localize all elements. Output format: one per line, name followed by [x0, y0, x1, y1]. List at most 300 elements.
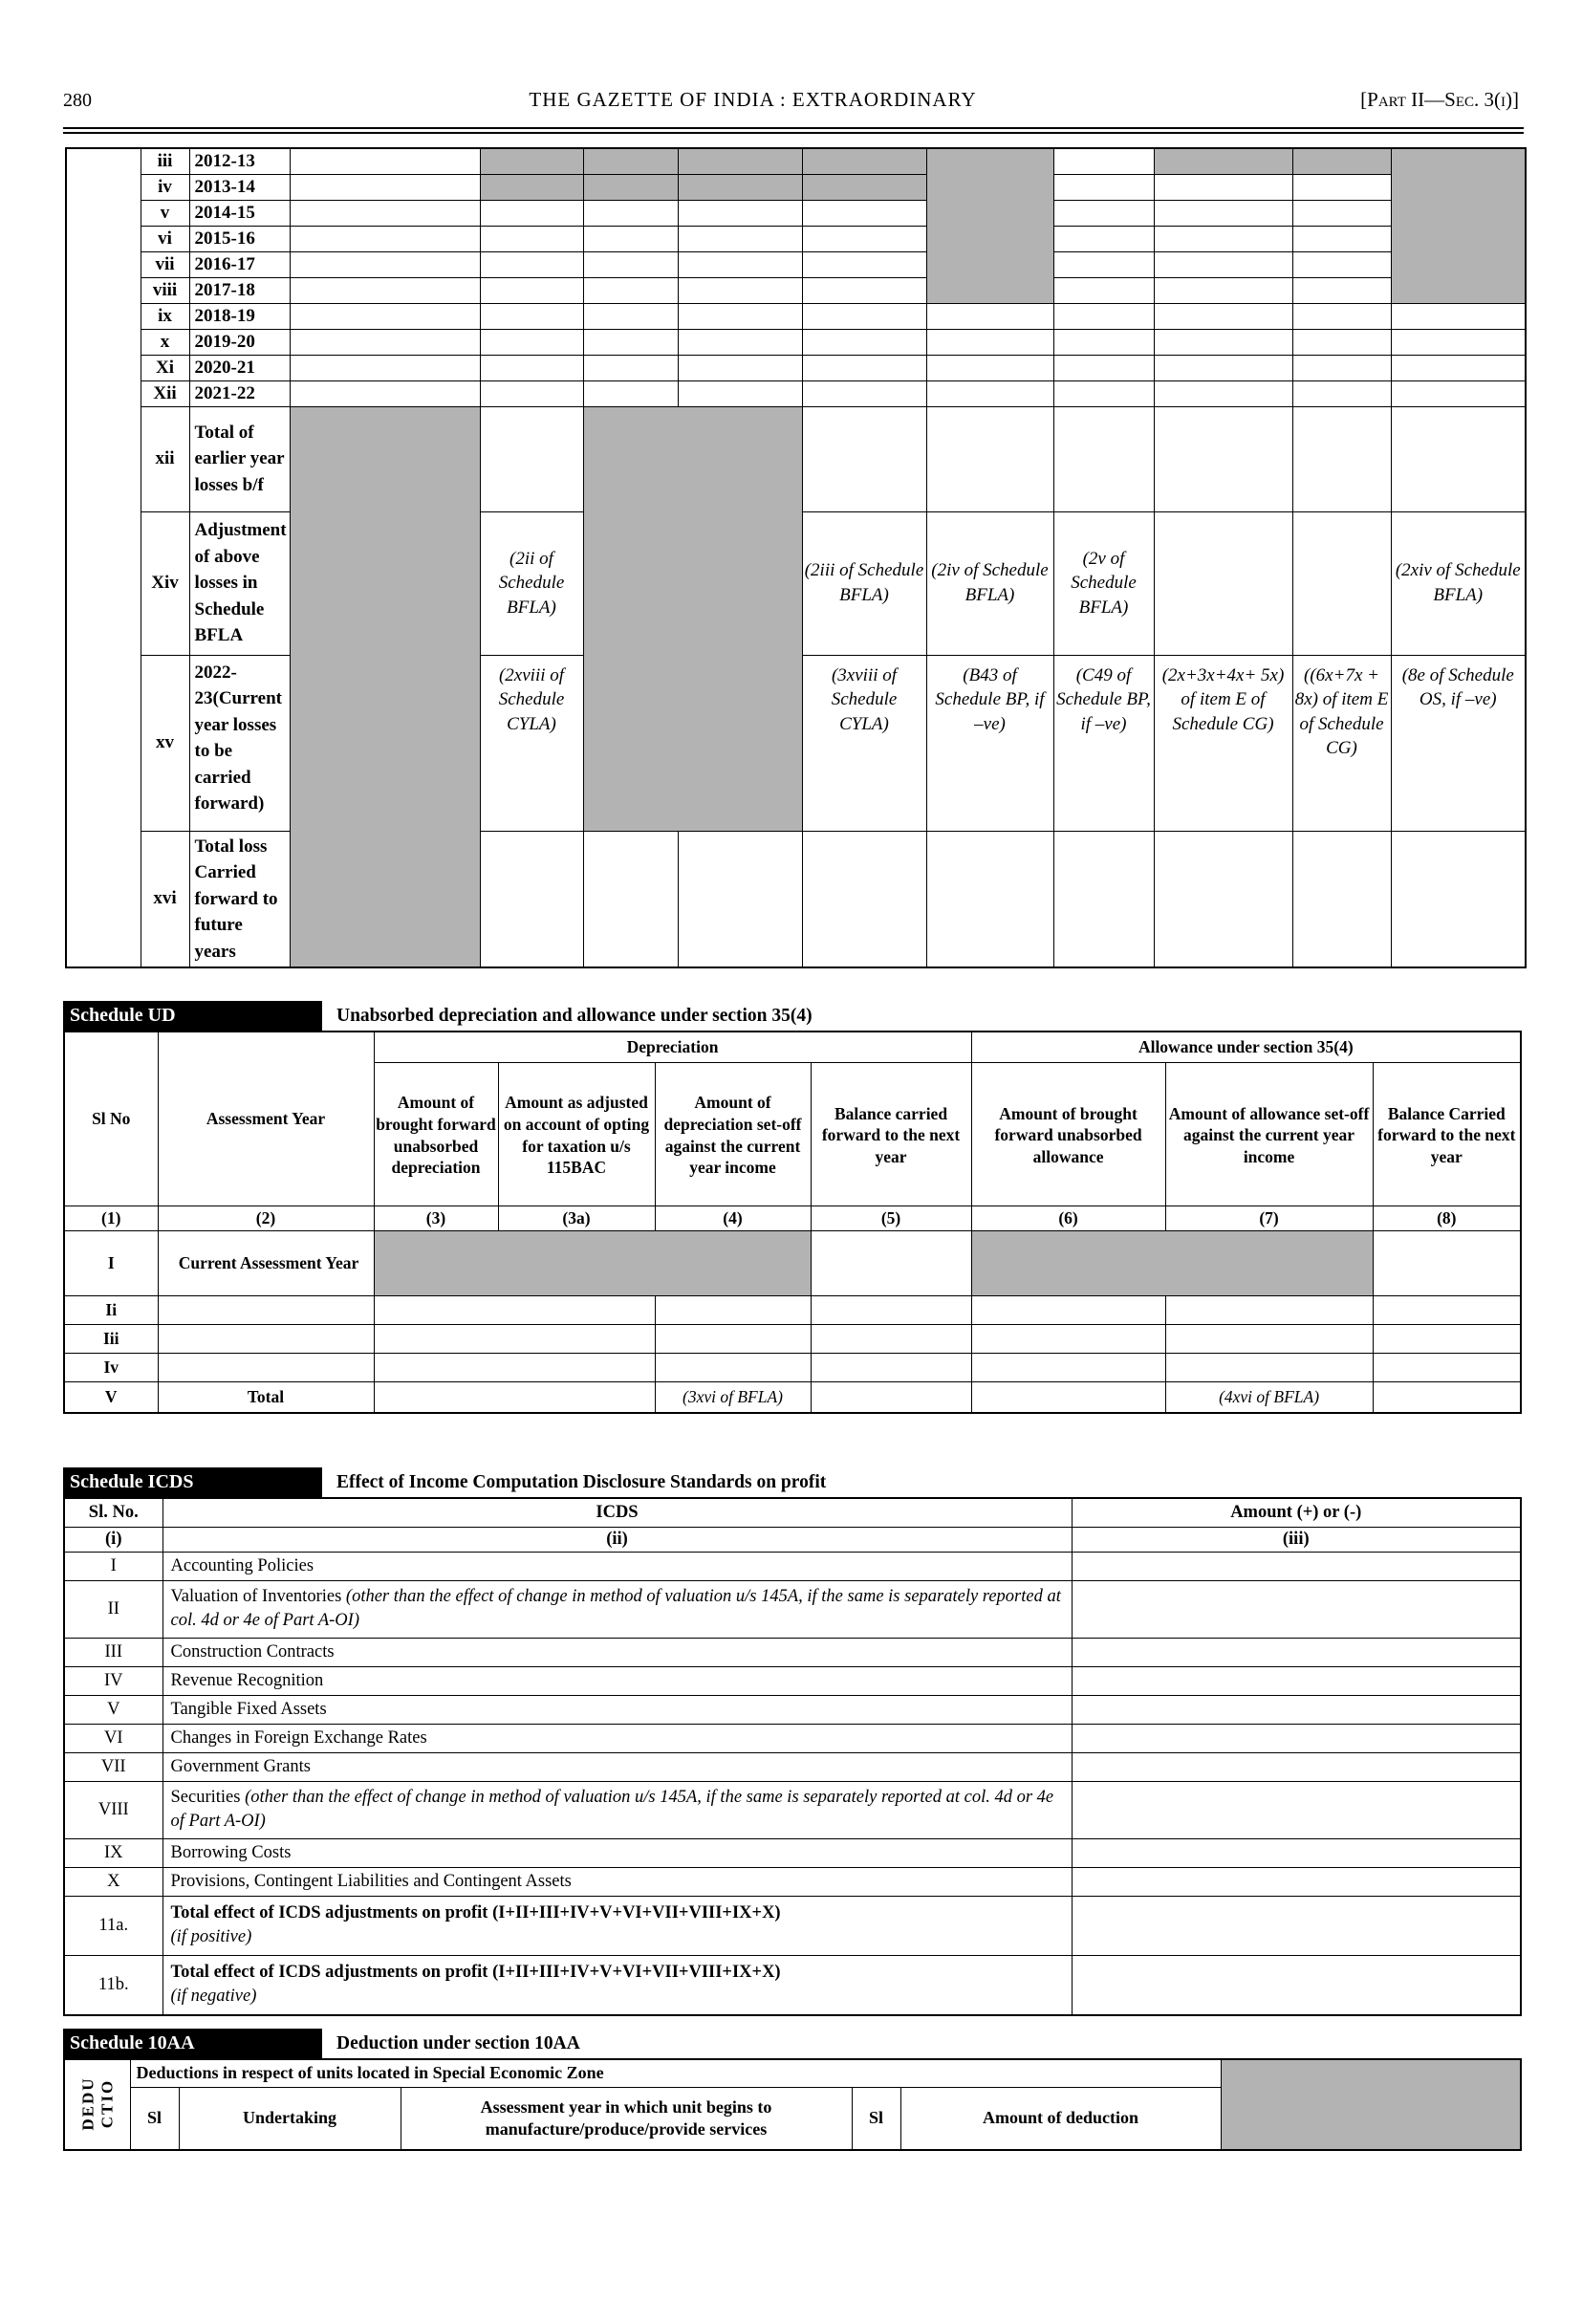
empty-cell	[1053, 406, 1154, 511]
empty-cell	[1154, 380, 1292, 406]
col-number: (8)	[1373, 1205, 1521, 1230]
empty-cell	[1292, 355, 1391, 380]
table-row	[64, 1896, 1521, 1955]
empty-cell	[1292, 406, 1391, 511]
empty-cell	[802, 406, 926, 511]
empty-cell	[1165, 1353, 1373, 1381]
empty-cell	[1292, 380, 1391, 406]
empty-cell	[480, 277, 583, 303]
empty-cell	[480, 226, 583, 251]
icds-item: Tangible Fixed Assets	[163, 1695, 1072, 1724]
empty-cell	[290, 148, 480, 174]
empty-cell	[374, 1295, 655, 1324]
empty-cell	[158, 1353, 374, 1381]
empty-cell	[1154, 277, 1292, 303]
empty-cell	[1391, 329, 1526, 355]
col-number: (iii)	[1072, 1527, 1521, 1552]
table-row	[64, 1695, 1521, 1724]
col-number: (7)	[1165, 1205, 1373, 1230]
table-row	[64, 1580, 1521, 1638]
empty-cell	[290, 380, 480, 406]
row-id: iv	[141, 174, 189, 200]
icds-item: Changes in Foreign Exchange Rates	[163, 1724, 1072, 1752]
shaded-cell	[926, 148, 1053, 303]
empty-cell	[802, 355, 926, 380]
empty-cell	[1154, 355, 1292, 380]
empty-cell	[678, 303, 802, 329]
empty-cell	[1292, 226, 1391, 251]
amount-cell	[1072, 1552, 1521, 1580]
empty-cell	[1053, 251, 1154, 277]
row-id: Iv	[64, 1353, 158, 1381]
shaded-cell	[583, 148, 678, 174]
empty-cell	[802, 329, 926, 355]
amount-cell	[1072, 1580, 1521, 1638]
empty-cell	[1292, 251, 1391, 277]
page-number: 280	[63, 90, 92, 111]
row-id: VIII	[64, 1781, 163, 1838]
table-row	[66, 380, 1526, 406]
col-number: (i)	[64, 1527, 163, 1552]
row-id: II	[64, 1580, 163, 1638]
row-label: 2022-23(Current year losses to be carried forward)	[189, 655, 290, 831]
empty-cell	[1154, 226, 1292, 251]
schedule-reference: (2xiv of Schedule BFLA)	[1391, 511, 1526, 655]
row-id: xvi	[141, 831, 189, 967]
schedule-reference: (2iii of Schedule BFLA)	[802, 511, 926, 655]
col-group-allowance: Allowance under section 35(4)	[971, 1032, 1521, 1062]
row-label: Current Assessment Year	[158, 1230, 374, 1295]
empty-cell	[802, 277, 926, 303]
empty-cell	[158, 1324, 374, 1353]
empty-cell	[290, 200, 480, 226]
assessment-year: 2016-17	[189, 251, 290, 277]
empty-cell	[583, 380, 678, 406]
loss-carryforward-table	[65, 147, 1527, 968]
empty-cell	[583, 831, 678, 967]
icds-item: Accounting Policies	[163, 1552, 1072, 1580]
table-row	[64, 1527, 1521, 1552]
amount-cell	[1072, 1752, 1521, 1781]
col-header: Amount of depreciation set-off against the current year income	[655, 1062, 811, 1205]
empty-cell	[926, 329, 1053, 355]
page-header	[63, 88, 1519, 112]
empty-cell	[1154, 511, 1292, 655]
empty-cell	[290, 329, 480, 355]
table-row	[64, 1781, 1521, 1838]
empty-cell	[655, 1295, 811, 1324]
empty-cell	[926, 406, 1053, 511]
col-header-icds: ICDS	[163, 1498, 1072, 1527]
schedule-icds-table	[63, 1497, 1522, 2016]
empty-cell	[1053, 303, 1154, 329]
row-id: v	[141, 200, 189, 226]
table-row	[64, 1552, 1521, 1580]
col-group-depreciation: Depreciation	[374, 1032, 971, 1062]
table-row	[64, 2059, 1521, 2087]
row-label: Adjustment of above losses in Schedule BFLA	[189, 511, 290, 655]
amount-cell	[1072, 1896, 1521, 1955]
empty-cell	[802, 303, 926, 329]
empty-cell	[802, 380, 926, 406]
table-row	[64, 1838, 1521, 1867]
schedule-10aa-table	[63, 2058, 1522, 2151]
header-double-rule	[63, 127, 1524, 134]
table-row	[64, 1205, 1521, 1230]
empty-cell	[1154, 831, 1292, 967]
col-header-slno: Sl No	[64, 1032, 158, 1205]
empty-cell	[480, 200, 583, 226]
empty-cell	[678, 226, 802, 251]
empty-cell	[290, 303, 480, 329]
empty-cell	[1053, 831, 1154, 967]
table-row	[66, 277, 1526, 303]
icds-item: Construction Contracts	[163, 1638, 1072, 1666]
empty-cell	[1292, 329, 1391, 355]
icds-total-positive: Total effect of ICDS adjustments on profit (I+II+III+IV+V+VI+VII+VIII+IX+X) (if positive)	[163, 1896, 1072, 1955]
shaded-cell	[1221, 2059, 1521, 2150]
schedule-reference: (2v of Schedule BFLA)	[1053, 511, 1154, 655]
amount-cell	[1072, 1867, 1521, 1896]
schedule-10aa-title: Deduction under section 10AA	[336, 2032, 580, 2053]
section-side-label: DEDU CTIO	[64, 2059, 130, 2150]
empty-cell	[1154, 406, 1292, 511]
empty-cell	[1373, 1381, 1521, 1413]
col-header-amount: Amount (+) or (-)	[1072, 1498, 1521, 1527]
schedule-reference: ((6x+7x + 8x) of item E of Schedule CG)	[1292, 655, 1391, 831]
empty-cell	[1373, 1353, 1521, 1381]
schedule-reference: (3xvi of BFLA)	[655, 1381, 811, 1413]
schedule-reference: (2iv of Schedule BFLA)	[926, 511, 1053, 655]
col-header: Amount as adjusted on account of opting for taxation u/s 115BAC	[498, 1062, 655, 1205]
table-row	[64, 1295, 1521, 1324]
schedule-reference: (4xvi of BFLA)	[1165, 1381, 1373, 1413]
empty-cell	[802, 226, 926, 251]
empty-cell	[678, 277, 802, 303]
row-id: V	[64, 1695, 163, 1724]
schedule-reference: (2ii of Schedule BFLA)	[480, 511, 583, 655]
empty-cell	[583, 200, 678, 226]
empty-cell	[290, 355, 480, 380]
row-id: iii	[141, 148, 189, 174]
shaded-cell	[374, 1230, 811, 1295]
col-header-slno: Sl. No.	[64, 1498, 163, 1527]
table-row	[64, 1867, 1521, 1896]
empty-cell	[926, 380, 1053, 406]
empty-cell	[1154, 251, 1292, 277]
empty-cell	[802, 251, 926, 277]
empty-cell	[480, 406, 583, 511]
schedule-ud-badge: Schedule UD	[63, 1001, 322, 1031]
shaded-cell	[802, 148, 926, 174]
empty-cell	[971, 1295, 1165, 1324]
empty-cell	[811, 1324, 971, 1353]
col-header: Amount of allowance set-off against the current year income	[1165, 1062, 1373, 1205]
sez-deductions-header: Deductions in respect of units located in Special Economic Zone	[130, 2059, 1221, 2087]
col-number: (1)	[64, 1205, 158, 1230]
empty-cell	[1391, 380, 1526, 406]
row-id: xii	[141, 406, 189, 511]
empty-cell	[1053, 329, 1154, 355]
empty-cell	[678, 831, 802, 967]
row-id: VI	[64, 1724, 163, 1752]
empty-cell	[971, 1324, 1165, 1353]
table-row	[66, 329, 1526, 355]
empty-cell	[480, 380, 583, 406]
empty-cell	[1292, 831, 1391, 967]
row-id: IX	[64, 1838, 163, 1867]
row-id: x	[141, 329, 189, 355]
row-id: Ii	[64, 1295, 158, 1324]
assessment-year: 2019-20	[189, 329, 290, 355]
empty-cell	[678, 200, 802, 226]
empty-cell	[811, 1230, 971, 1295]
shaded-cell	[678, 174, 802, 200]
empty-cell	[583, 277, 678, 303]
shaded-cell	[290, 406, 480, 967]
empty-cell	[971, 1381, 1165, 1413]
empty-cell	[678, 251, 802, 277]
row-id: Xiv	[141, 511, 189, 655]
empty-cell	[678, 329, 802, 355]
row-id: V	[64, 1381, 158, 1413]
shaded-cell	[583, 174, 678, 200]
icds-item: Valuation of Inventories (other than the effect of change in method of valuation u/s 145A, if the same is separately reported at col. 4d or 4e of Part A-OI)	[163, 1580, 1072, 1638]
amount-cell	[1072, 1955, 1521, 2015]
icds-item: Securities (other than the effect of change in method of valuation u/s 145A, if the same is separately reported at col. 4d or 4e of Part A-OI)	[163, 1781, 1072, 1838]
col-header: Amount of brought forward unabsorbed allowance	[971, 1062, 1165, 1205]
table-row	[66, 831, 1526, 967]
col-number: (5)	[811, 1205, 971, 1230]
empty-cell	[374, 1353, 655, 1381]
schedule-reference: (2x+3x+4x+ 5x) of item E of Schedule CG)	[1154, 655, 1292, 831]
col-header-amount: Amount of deduction	[900, 2087, 1221, 2150]
shaded-cell	[802, 174, 926, 200]
row-id: 11a.	[64, 1896, 163, 1955]
empty-cell	[811, 1295, 971, 1324]
assessment-year: 2015-16	[189, 226, 290, 251]
col-header: Amount of brought forward unabsorbed depreciation	[374, 1062, 498, 1205]
empty-cell	[290, 174, 480, 200]
table-row	[66, 251, 1526, 277]
schedule-ud-title: Unabsorbed depreciation and allowance under section 35(4)	[336, 1005, 813, 1026]
empty-cell	[1292, 303, 1391, 329]
empty-cell	[290, 277, 480, 303]
empty-cell	[802, 831, 926, 967]
empty-cell	[1292, 511, 1391, 655]
empty-cell	[655, 1353, 811, 1381]
shaded-cell	[480, 148, 583, 174]
row-id: I	[64, 1230, 158, 1295]
empty-cell	[1292, 200, 1391, 226]
empty-cell	[480, 329, 583, 355]
empty-cell	[655, 1324, 811, 1353]
table-row	[66, 200, 1526, 226]
row-id: xv	[141, 655, 189, 831]
schedule-ud-header	[63, 1001, 1582, 1031]
table-row	[64, 1381, 1521, 1413]
empty-cell	[1373, 1324, 1521, 1353]
col-header-undertaking: Undertaking	[179, 2087, 401, 2150]
empty-cell	[1391, 303, 1526, 329]
col-header-sl2: Sl	[852, 2087, 900, 2150]
assessment-year: 2017-18	[189, 277, 290, 303]
empty-cell	[1165, 1295, 1373, 1324]
empty-cell	[1292, 277, 1391, 303]
empty-cell	[1154, 174, 1292, 200]
empty-cell	[1154, 303, 1292, 329]
shaded-cell	[1292, 148, 1391, 174]
col-number: (3a)	[498, 1205, 655, 1230]
part-section-label: [Part II—Sec. 3(i)]	[1360, 88, 1519, 111]
table-row	[64, 1752, 1521, 1781]
schedule-reference: (8e of Schedule OS, if –ve)	[1391, 655, 1526, 831]
empty-cell	[1053, 200, 1154, 226]
row-id: Xi	[141, 355, 189, 380]
col-number: (2)	[158, 1205, 374, 1230]
assessment-year: 2020-21	[189, 355, 290, 380]
row-id: Iii	[64, 1324, 158, 1353]
empty-cell	[1391, 831, 1526, 967]
empty-cell	[583, 251, 678, 277]
row-id: vii	[141, 251, 189, 277]
row-label: Total of earlier year losses b/f	[189, 406, 290, 511]
schedule-icds-header	[63, 1467, 1582, 1497]
schedule-icds-badge: Schedule ICDS	[63, 1467, 322, 1497]
row-id: Xii	[141, 380, 189, 406]
col-number: (ii)	[163, 1527, 1072, 1552]
col-number: (4)	[655, 1205, 811, 1230]
empty-cell	[66, 148, 141, 967]
amount-cell	[1072, 1724, 1521, 1752]
empty-cell	[926, 303, 1053, 329]
table-row	[66, 355, 1526, 380]
schedule-reference: (C49 of Schedule BP, if –ve)	[1053, 655, 1154, 831]
icds-total-negative: Total effect of ICDS adjustments on profit (I+II+III+IV+V+VI+VII+VIII+IX+X) (if negative)	[163, 1955, 1072, 2015]
row-id: IV	[64, 1666, 163, 1695]
row-id: X	[64, 1867, 163, 1896]
table-row	[64, 1666, 1521, 1695]
empty-cell	[1292, 174, 1391, 200]
schedule-reference: (3xviii of Schedule CYLA)	[802, 655, 926, 831]
col-header: Balance Carried forward to the next year	[1373, 1062, 1521, 1205]
shaded-cell	[1391, 148, 1526, 303]
table-row	[66, 406, 1526, 511]
empty-cell	[158, 1295, 374, 1324]
schedule-reference: (B43 of Schedule BP, if –ve)	[926, 655, 1053, 831]
empty-cell	[678, 380, 802, 406]
col-header: Balance carried forward to the next year	[811, 1062, 971, 1205]
amount-cell	[1072, 1695, 1521, 1724]
empty-cell	[678, 355, 802, 380]
assessment-year: 2021-22	[189, 380, 290, 406]
shaded-cell	[583, 406, 802, 831]
total-label: Total	[158, 1381, 374, 1413]
empty-cell	[374, 1324, 655, 1353]
empty-cell	[1391, 406, 1526, 511]
table-row	[64, 1498, 1521, 1527]
amount-cell	[1072, 1666, 1521, 1695]
table-row	[64, 1638, 1521, 1666]
icds-item: Government Grants	[163, 1752, 1072, 1781]
empty-cell	[480, 831, 583, 967]
empty-cell	[1373, 1230, 1521, 1295]
empty-cell	[583, 303, 678, 329]
empty-cell	[480, 251, 583, 277]
table-row	[66, 303, 1526, 329]
schedule-10aa-header	[63, 2029, 1582, 2058]
table-row	[64, 1724, 1521, 1752]
amount-cell	[1072, 1838, 1521, 1867]
icds-item: Borrowing Costs	[163, 1838, 1072, 1867]
empty-cell	[1154, 200, 1292, 226]
gazette-title: THE GAZETTE OF INDIA : EXTRAORDINARY	[529, 88, 977, 111]
schedule-reference: (2xviii of Schedule CYLA)	[480, 655, 583, 831]
empty-cell	[802, 200, 926, 226]
row-id: 11b.	[64, 1955, 163, 2015]
empty-cell	[811, 1381, 971, 1413]
table-row	[64, 1032, 1521, 1062]
empty-cell	[926, 355, 1053, 380]
schedule-10aa-badge: Schedule 10AA	[63, 2029, 322, 2058]
empty-cell	[811, 1353, 971, 1381]
shaded-cell	[1154, 148, 1292, 174]
empty-cell	[480, 355, 583, 380]
shaded-cell	[480, 174, 583, 200]
empty-cell	[1053, 174, 1154, 200]
empty-cell	[1154, 329, 1292, 355]
amount-cell	[1072, 1638, 1521, 1666]
col-number: (3)	[374, 1205, 498, 1230]
empty-cell	[971, 1353, 1165, 1381]
empty-cell	[1391, 355, 1526, 380]
table-row	[66, 226, 1526, 251]
table-row	[64, 1230, 1521, 1295]
icds-item: Revenue Recognition	[163, 1666, 1072, 1695]
row-label: Total loss Carried forward to future years	[189, 831, 290, 967]
col-header-assessment-year: Assessment year in which unit begins to manufacture/produce/provide services	[401, 2087, 852, 2150]
empty-cell	[926, 831, 1053, 967]
empty-cell	[583, 329, 678, 355]
row-id: VII	[64, 1752, 163, 1781]
assessment-year: 2013-14	[189, 174, 290, 200]
empty-cell	[480, 303, 583, 329]
empty-cell	[290, 251, 480, 277]
schedule-icds-title: Effect of Income Computation Disclosure Standards on profit	[336, 1471, 827, 1492]
empty-cell	[1053, 380, 1154, 406]
table-row	[64, 1324, 1521, 1353]
empty-cell	[583, 226, 678, 251]
empty-cell	[1053, 277, 1154, 303]
col-header-sl: Sl	[130, 2087, 179, 2150]
table-row	[64, 1353, 1521, 1381]
schedule-ud-table	[63, 1031, 1522, 1414]
empty-cell	[1373, 1295, 1521, 1324]
empty-cell	[1053, 148, 1154, 174]
empty-cell	[1053, 226, 1154, 251]
row-id: viii	[141, 277, 189, 303]
empty-cell	[374, 1381, 655, 1413]
assessment-year: 2012-13	[189, 148, 290, 174]
row-id: I	[64, 1552, 163, 1580]
empty-cell	[290, 226, 480, 251]
shaded-cell	[971, 1230, 1373, 1295]
icds-item: Provisions, Contingent Liabilities and Contingent Assets	[163, 1867, 1072, 1896]
col-number: (6)	[971, 1205, 1165, 1230]
empty-cell	[583, 355, 678, 380]
shaded-cell	[678, 148, 802, 174]
amount-cell	[1072, 1781, 1521, 1838]
